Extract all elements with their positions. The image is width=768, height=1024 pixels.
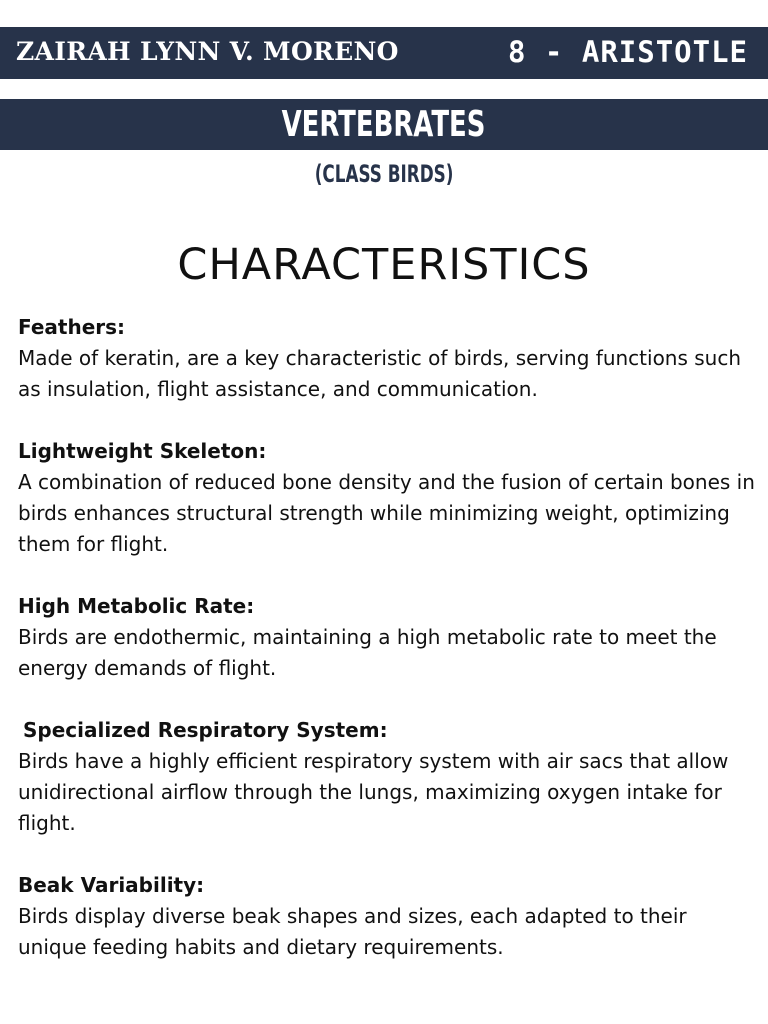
characteristic-title: Beak Variability:: [18, 873, 205, 897]
characteristic-description: Made of keratin, are a key characteristic of birds, serving functions such as insulation, flight assistance, and communication.: [18, 346, 742, 401]
characteristic-item-metabolism: [18, 591, 758, 684]
name-banner: [0, 27, 768, 79]
subtitle-text: (CLASS BIRDS): [314, 160, 454, 188]
characteristic-title: High Metabolic Rate:: [18, 594, 255, 618]
characteristic-title: Feathers:: [18, 315, 126, 339]
characteristic-description: Birds have a highly efficient respiratory system with air sacs that allow unidirectional airflow through the lungs, maximizing oxygen intake for flight.: [18, 749, 729, 835]
characteristic-description: Birds are endothermic, maintaining a high metabolic rate to meet the energy demands of flight.: [18, 625, 717, 680]
characteristic-description: Birds display diverse beak shapes and sizes, each adapted to their unique feeding habits and dietary requirements.: [18, 904, 687, 959]
characteristic-description: A combination of reduced bone density and the fusion of certain bones in birds enhances structural strength while minimizing weight, optimizing them for flight.: [18, 470, 755, 556]
characteristic-item-respiratory: [18, 715, 758, 839]
page-subtitle: [0, 160, 768, 188]
class-section: 8 - ARISTOTLE: [508, 35, 748, 69]
title-banner: [0, 99, 768, 150]
section-heading: CHARACTERISTICS: [177, 240, 591, 290]
characteristic-item-feathers: [18, 312, 758, 405]
characteristic-item-skeleton: [18, 436, 758, 560]
characteristics-list: [18, 312, 758, 994]
student-name: ZAIRAH LYNN V. MORENO: [16, 37, 399, 66]
characteristic-title: Specialized Respiratory System:: [23, 718, 388, 742]
page-title: VERTEBRATES: [282, 104, 486, 145]
characteristic-title: Lightweight Skeleton:: [18, 439, 267, 463]
characteristic-item-beak: [18, 870, 758, 963]
